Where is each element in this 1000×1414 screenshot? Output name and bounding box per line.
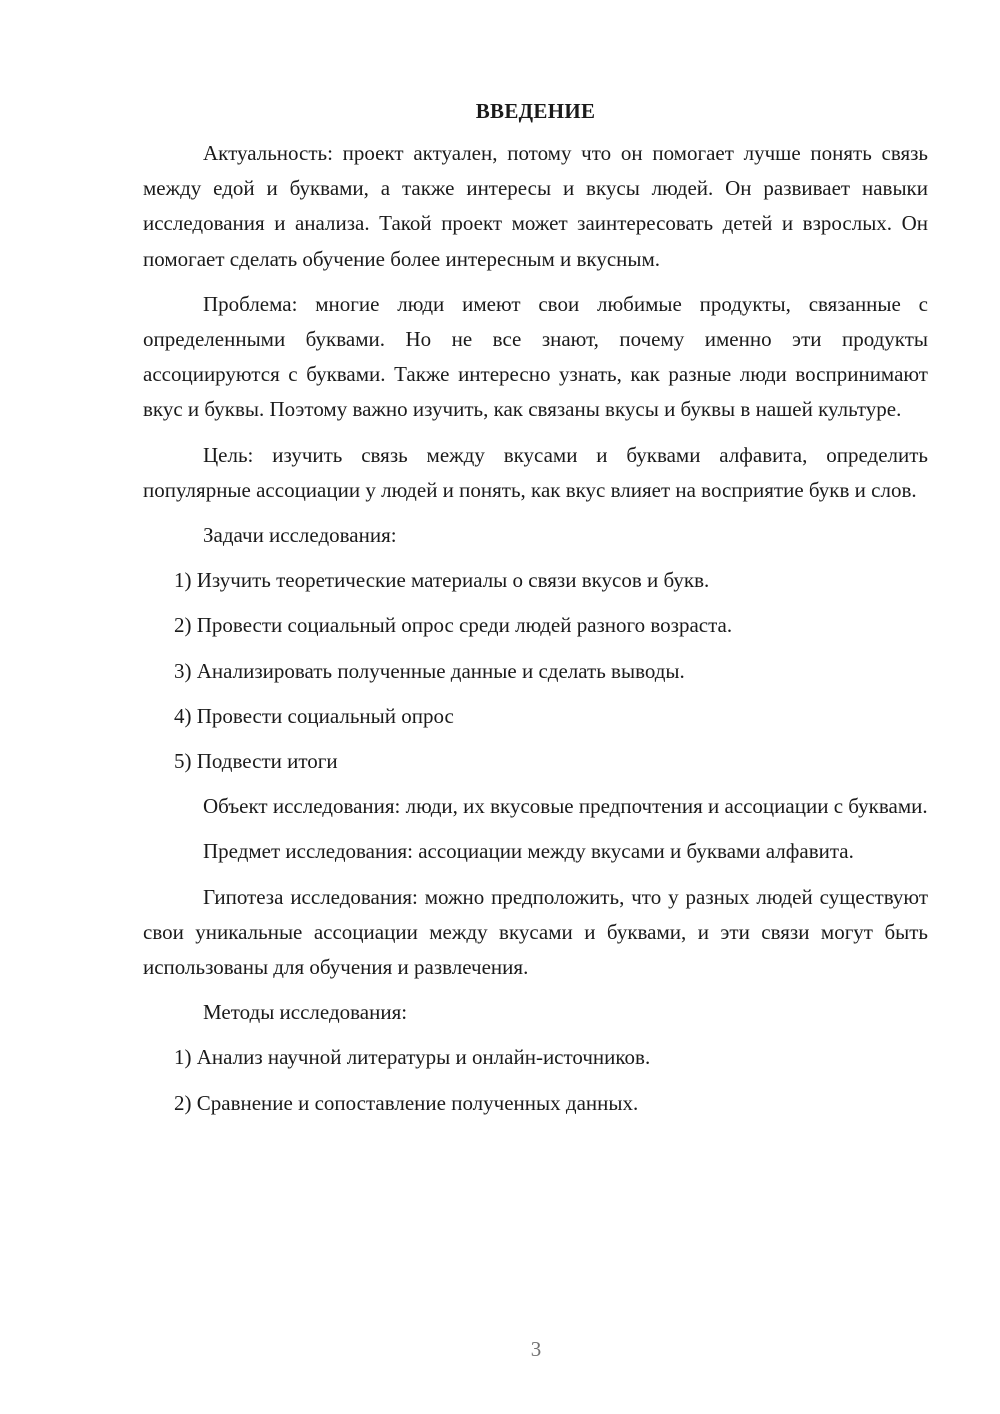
page-content <box>143 96 928 1131</box>
list-item: 2) Провести социальный опрос среди людей разного возраста. <box>174 613 733 638</box>
paragraph-subject: Предмет исследования: ассоциации между вкусами и буквами алфавита. <box>203 839 854 864</box>
methods-list <box>143 1040 928 1120</box>
list-item: 1) Анализ научной литературы и онлайн-источников. <box>174 1045 651 1070</box>
paragraph-goal: Цель: изучить связь между вкусами и буквами алфавита, определить популярные ассоциации у людей и понять, как вкус влияет на восприятие букв и слов. <box>143 442 928 502</box>
paragraph-relevance: Актуальность: проект актуален, потому что он помогает лучше понять связь между едой и буквами, а также интересы и вкусы людей. Он развивает навыки исследования и анализа. Такой проект может заинтересовать детей и взрослых. Он помогает сделать обучение более интересным и вкусным. <box>143 141 928 271</box>
tasks-heading: Задачи исследования: <box>203 523 397 548</box>
paragraph-hypothesis: Гипотеза исследования: можно предположить, что у разных людей существуют свои уникальные ассоциации между вкусами и буквами, и эти связи могут быть использованы для обучения и развлечения. <box>143 884 928 980</box>
paragraph-problem: Проблема: многие люди имеют свои любимые продукты, связанные с определенными буквами. Но не все знают, почему именно эти продукты ассоциируются с буквами. Также интересно узнать, как разные люди воспринимают вкус и буквы. Поэтому важно изучить, как связаны вкусы и буквы в нашей культуре. <box>143 291 928 422</box>
methods-heading: Методы исследования: <box>203 1000 408 1025</box>
list-item: 5) Подвести итоги <box>174 749 338 774</box>
page-title: ВВЕДЕНИЕ <box>475 99 596 123</box>
list-item: 4) Провести социальный опрос <box>174 703 454 728</box>
paragraph-object: Объект исследования: люди, их вкусовые предпочтения и ассоциации с буквами. <box>203 794 928 819</box>
list-item: 3) Анализировать полученные данные и сделать выводы. <box>174 658 685 683</box>
list-item: 2) Сравнение и сопоставление полученных данных. <box>174 1090 639 1115</box>
list-item: 1) Изучить теоретические материалы о связи вкусов и букв. <box>174 568 710 593</box>
tasks-list <box>143 563 928 779</box>
page-number: 3 <box>530 1337 542 1361</box>
